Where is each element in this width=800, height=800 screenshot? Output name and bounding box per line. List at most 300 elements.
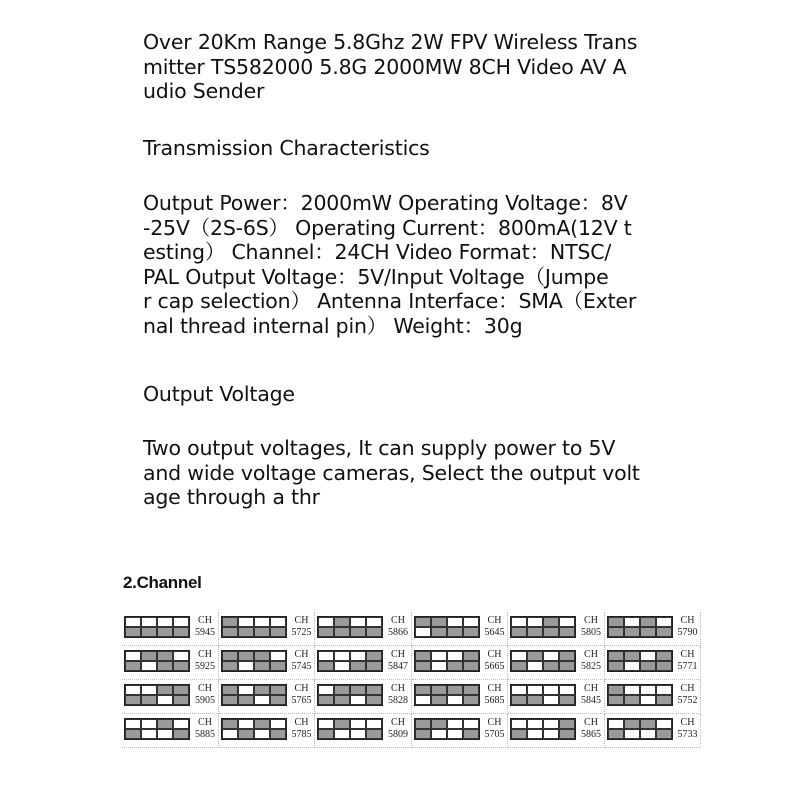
- frequency-value: 5845: [581, 695, 601, 706]
- dip-switch-pattern: [414, 650, 480, 672]
- dip-switch-on: [656, 695, 672, 705]
- ch-text: CH: [391, 649, 405, 660]
- dip-switch-on: [334, 617, 350, 627]
- dip-switch-on: [608, 617, 624, 627]
- dip-switch-on: [640, 661, 656, 671]
- channel-cell: [508, 680, 605, 714]
- dip-switch-on: [431, 627, 447, 637]
- dip-switch-off: [157, 695, 173, 705]
- dip-switch-on: [125, 627, 141, 637]
- frequency-value: 5885: [195, 729, 215, 740]
- frequency-value: 5705: [484, 729, 505, 740]
- dip-switch-on: [366, 627, 382, 637]
- dip-switch-pattern: [317, 650, 383, 672]
- dip-switch-pattern: [607, 616, 673, 638]
- title-line: mitter TS582000 5.8G 2000MW 8CH Video AV A: [143, 54, 627, 79]
- dip-switch-off: [431, 661, 447, 671]
- dip-switch-off: [447, 695, 463, 705]
- dip-switch-off: [157, 729, 173, 739]
- transmission-heading-text: Transmission Characteristics: [143, 136, 430, 160]
- dip-switch-off: [656, 719, 672, 729]
- frequency-value: 5745: [291, 661, 312, 672]
- dip-switch-off: [511, 719, 527, 729]
- channel-cell: [122, 646, 219, 680]
- dip-switch-on: [543, 627, 559, 637]
- dip-switch-on: [350, 661, 366, 671]
- dip-switch-off: [141, 729, 157, 739]
- channel-cell: [219, 680, 316, 714]
- dip-switch-off: [238, 719, 254, 729]
- dip-switch-on: [559, 729, 575, 739]
- dip-switch-on: [624, 651, 640, 661]
- dip-switch-off: [125, 719, 141, 729]
- ch-text: CH: [391, 683, 405, 694]
- dip-switch-pattern: [510, 650, 576, 672]
- dip-switch-on: [222, 695, 238, 705]
- frequency-value: 5828: [388, 695, 408, 706]
- dip-switch-on: [254, 651, 270, 661]
- frequency-value: 5752: [677, 695, 698, 706]
- dip-switch-off: [431, 729, 447, 739]
- dip-switch-off: [463, 719, 479, 729]
- dip-switch-on: [608, 685, 624, 695]
- channel-frequency-label: [289, 683, 315, 707]
- dip-switch-on: [415, 617, 431, 627]
- dip-switch-on: [366, 661, 382, 671]
- dip-switch-pattern: [124, 684, 190, 706]
- dip-switch-off: [125, 651, 141, 661]
- frequency-value: 5725: [291, 627, 312, 638]
- ch-text: CH: [294, 683, 309, 694]
- dip-switch-off: [125, 685, 141, 695]
- dip-switch-off: [527, 661, 543, 671]
- dip-switch-on: [511, 661, 527, 671]
- dip-switch-on: [222, 651, 238, 661]
- ch-text: CH: [487, 649, 502, 660]
- dip-switch-on: [318, 661, 334, 671]
- dip-switch-on: [640, 617, 656, 627]
- frequency-value: 5645: [484, 627, 505, 638]
- dip-switch-off: [447, 729, 463, 739]
- dip-switch-on: [559, 661, 575, 671]
- dip-switch-on: [527, 695, 543, 705]
- dip-switch-off: [624, 617, 640, 627]
- dip-switch-on: [559, 651, 575, 661]
- channel-frequency-label: [289, 615, 315, 639]
- dip-switch-on: [238, 729, 254, 739]
- dip-switch-on: [222, 617, 238, 627]
- dip-switch-off: [527, 617, 543, 627]
- dip-switch-off: [157, 617, 173, 627]
- channel-frequency-label: [482, 615, 508, 639]
- dip-switch-on: [238, 627, 254, 637]
- channel-frequency-label: [578, 649, 604, 673]
- dip-switch-on: [222, 661, 238, 671]
- channel-frequency-label: [675, 683, 701, 707]
- dip-switch-off: [318, 651, 334, 661]
- dip-switch-on: [157, 627, 173, 637]
- dip-switch-on: [608, 661, 624, 671]
- frequency-value: 5765: [291, 695, 312, 706]
- frequency-value: 5805: [581, 627, 601, 638]
- dip-switch-on: [415, 651, 431, 661]
- channel-frequency-label: [192, 649, 218, 673]
- frequency-value: 5771: [677, 661, 698, 672]
- dip-switch-on: [270, 661, 286, 671]
- dip-switch-on: [511, 729, 527, 739]
- dip-switch-pattern: [124, 718, 190, 740]
- dip-switch-off: [543, 719, 559, 729]
- dip-switch-pattern: [221, 616, 287, 638]
- ch-text: CH: [294, 615, 309, 626]
- frequency-value: 5785: [291, 729, 312, 740]
- channel-cell: [412, 680, 509, 714]
- frequency-value: 5665: [484, 661, 505, 672]
- dip-switch-pattern: [221, 684, 287, 706]
- ch-text: CH: [680, 615, 695, 626]
- channel-cell: [315, 714, 412, 748]
- dip-switch-pattern: [221, 650, 287, 672]
- dip-switch-on: [318, 627, 334, 637]
- dip-switch-off: [238, 685, 254, 695]
- dip-switch-off: [173, 617, 189, 627]
- ch-text: CH: [680, 649, 695, 660]
- dip-switch-on: [415, 719, 431, 729]
- spec-line: nal thread internal pin） Weight：30g: [143, 313, 523, 338]
- dip-switch-on: [559, 627, 575, 637]
- channel-table: [122, 612, 704, 748]
- dip-switch-on: [608, 695, 624, 705]
- dip-switch-on: [463, 651, 479, 661]
- dip-switch-off: [350, 719, 366, 729]
- dip-switch-pattern: [607, 718, 673, 740]
- dip-switch-on: [431, 719, 447, 729]
- dip-switch-on: [511, 627, 527, 637]
- dip-switch-on: [463, 661, 479, 671]
- dip-switch-on: [656, 651, 672, 661]
- dip-switch-on: [415, 729, 431, 739]
- ch-text: CH: [487, 717, 502, 728]
- dip-switch-on: [366, 695, 382, 705]
- frequency-value: 5733: [677, 729, 698, 740]
- dip-switch-off: [141, 685, 157, 695]
- dip-switch-on: [447, 661, 463, 671]
- channel-frequency-label: [385, 717, 411, 741]
- dip-switch-on: [624, 627, 640, 637]
- dip-switch-off: [125, 617, 141, 627]
- ch-text: CH: [584, 615, 598, 626]
- dip-switch-on: [173, 661, 189, 671]
- dip-switch-on: [157, 661, 173, 671]
- dip-switch-off: [334, 729, 350, 739]
- dip-switch-on: [238, 651, 254, 661]
- dip-switch-pattern: [124, 650, 190, 672]
- dip-switch-off: [624, 661, 640, 671]
- channel-cell: [508, 646, 605, 680]
- dip-switch-on: [640, 719, 656, 729]
- dip-switch-on: [222, 627, 238, 637]
- dip-switch-on: [173, 695, 189, 705]
- dip-switch-off: [608, 719, 624, 729]
- dip-switch-off: [656, 685, 672, 695]
- channel-frequency-label: [192, 683, 218, 707]
- transmission-heading: [143, 136, 663, 161]
- channel-frequency-label: [482, 649, 508, 673]
- dip-switch-on: [624, 719, 640, 729]
- dip-switch-pattern: [414, 616, 480, 638]
- dip-switch-on: [318, 729, 334, 739]
- dip-switch-off: [559, 685, 575, 695]
- dip-switch-off: [141, 661, 157, 671]
- output-voltage-line: Two output voltages, It can supply power to 5V: [143, 436, 616, 460]
- channel-cell: [605, 612, 702, 646]
- channel-frequency-label: [578, 717, 604, 741]
- ch-text: CH: [198, 683, 212, 694]
- channel-frequency-label: [578, 615, 604, 639]
- ch-text: CH: [487, 683, 502, 694]
- dip-switch-off: [527, 719, 543, 729]
- dip-switch-off: [543, 651, 559, 661]
- channel-frequency-label: [385, 649, 411, 673]
- dip-switch-on: [463, 685, 479, 695]
- channel-frequency-label: [482, 717, 508, 741]
- channel-cell: [508, 714, 605, 748]
- spec-line: esting） Channel：24CH Video Format：NTSC/: [143, 240, 612, 264]
- frequency-value: 5865: [581, 729, 601, 740]
- spec-line: r cap selection） Antenna Interface：SMA（Exter: [143, 289, 637, 313]
- dip-switch-off: [173, 719, 189, 729]
- dip-switch-off: [318, 685, 334, 695]
- dip-switch-pattern: [510, 718, 576, 740]
- dip-switch-on: [608, 729, 624, 739]
- dip-switch-off: [141, 617, 157, 627]
- dip-switch-on: [656, 661, 672, 671]
- channel-cell: [315, 612, 412, 646]
- output-voltage-heading-text: Output Voltage: [143, 382, 295, 406]
- dip-switch-off: [334, 661, 350, 671]
- dip-switch-off: [270, 617, 286, 627]
- dip-switch-on: [511, 695, 527, 705]
- channel-cell: [122, 612, 219, 646]
- dip-switch-off: [624, 685, 640, 695]
- dip-switch-on: [543, 617, 559, 627]
- dip-switch-off: [318, 719, 334, 729]
- dip-switch-on: [334, 627, 350, 637]
- dip-switch-pattern: [317, 616, 383, 638]
- dip-switch-on: [463, 695, 479, 705]
- frequency-value: 5790: [677, 627, 698, 638]
- output-voltage-line: age through a thr: [143, 485, 320, 509]
- channel-frequency-label: [289, 649, 315, 673]
- spec-line: Output Power：2000mW Operating Voltage：8V: [143, 191, 628, 215]
- dip-switch-off: [543, 695, 559, 705]
- dip-switch-on: [254, 685, 270, 695]
- dip-switch-on: [656, 627, 672, 637]
- dip-switch-on: [366, 729, 382, 739]
- dip-switch-pattern: [414, 684, 480, 706]
- channel-cell: [605, 714, 702, 748]
- dip-switch-on: [431, 617, 447, 627]
- dip-switch-off: [527, 729, 543, 739]
- dip-switch-on: [415, 685, 431, 695]
- dip-switch-on: [640, 627, 656, 637]
- dip-switch-off: [431, 651, 447, 661]
- ch-text: CH: [584, 683, 598, 694]
- dip-switch-on: [527, 651, 543, 661]
- dip-switch-on: [157, 651, 173, 661]
- dip-switch-off: [254, 729, 270, 739]
- dip-switch-off: [447, 719, 463, 729]
- dip-switch-pattern: [221, 718, 287, 740]
- dip-switch-off: [366, 719, 382, 729]
- dip-switch-off: [318, 617, 334, 627]
- ch-text: CH: [680, 683, 695, 694]
- dip-switch-on: [157, 719, 173, 729]
- channel-frequency-label: [385, 683, 411, 707]
- dip-switch-off: [640, 685, 656, 695]
- frequency-value: 5809: [388, 729, 408, 740]
- dip-switch-off: [222, 729, 238, 739]
- dip-switch-on: [624, 695, 640, 705]
- dip-switch-on: [334, 685, 350, 695]
- ch-text: CH: [198, 717, 212, 728]
- spec-line: PAL Output Voltage：5V/Input Voltage（Jumpe: [143, 264, 609, 289]
- dip-switch-on: [447, 627, 463, 637]
- dip-switch-off: [173, 651, 189, 661]
- dip-switch-on: [431, 695, 447, 705]
- dip-switch-on: [254, 719, 270, 729]
- dip-switch-off: [415, 627, 431, 637]
- dip-switch-off: [270, 719, 286, 729]
- title-line: udio Sender: [143, 79, 265, 103]
- dip-switch-on: [125, 729, 141, 739]
- frequency-value: 5825: [581, 661, 601, 672]
- dip-switch-off: [350, 729, 366, 739]
- dip-switch-off: [511, 651, 527, 661]
- channel-cell: [122, 714, 219, 748]
- dip-switch-on: [463, 729, 479, 739]
- dip-switch-off: [350, 651, 366, 661]
- ch-text: CH: [487, 615, 502, 626]
- ch-text: CH: [391, 615, 405, 626]
- dip-switch-off: [254, 695, 270, 705]
- dip-switch-on: [366, 685, 382, 695]
- dip-switch-pattern: [317, 684, 383, 706]
- title-line: Over 20Km Range 5.8Ghz 2W FPV Wireless Trans: [143, 30, 638, 54]
- dip-switch-off: [366, 617, 382, 627]
- frequency-value: 5685: [484, 695, 505, 706]
- channel-frequency-label: [675, 615, 701, 639]
- dip-switch-off: [238, 617, 254, 627]
- frequency-value: 5925: [195, 661, 215, 672]
- dip-switch-on: [222, 685, 238, 695]
- product-title: [143, 30, 663, 104]
- dip-switch-off: [463, 617, 479, 627]
- ch-text: CH: [294, 717, 309, 728]
- channel-cell: [412, 714, 509, 748]
- dip-switch-pattern: [607, 684, 673, 706]
- channel-frequency-label: [675, 649, 701, 673]
- output-voltage-heading: [143, 382, 663, 407]
- dip-switch-on: [447, 685, 463, 695]
- channel-frequency-label: [578, 683, 604, 707]
- frequency-value: 5945: [195, 627, 215, 638]
- dip-switch-off: [511, 685, 527, 695]
- channel-frequency-label: [385, 615, 411, 639]
- dip-switch-off: [447, 617, 463, 627]
- dip-switch-on: [608, 627, 624, 637]
- dip-switch-on: [141, 695, 157, 705]
- dip-switch-off: [656, 617, 672, 627]
- channel-cell: [219, 714, 316, 748]
- dip-switch-off: [238, 661, 254, 671]
- channel-cell: [315, 680, 412, 714]
- ch-text: CH: [584, 717, 598, 728]
- frequency-value: 5847: [388, 661, 408, 672]
- channel-cell: [605, 680, 702, 714]
- dip-switch-on: [254, 627, 270, 637]
- dip-switch-on: [559, 719, 575, 729]
- dip-switch-on: [366, 651, 382, 661]
- channel-cell: [219, 646, 316, 680]
- dip-switch-pattern: [510, 684, 576, 706]
- frequency-value: 5866: [388, 627, 408, 638]
- dip-switch-on: [125, 695, 141, 705]
- channel-cell: [412, 646, 509, 680]
- dip-switch-on: [141, 627, 157, 637]
- ch-text: CH: [680, 717, 695, 728]
- dip-switch-off: [527, 685, 543, 695]
- dip-switch-off: [640, 729, 656, 739]
- dip-switch-pattern: [317, 718, 383, 740]
- dip-switch-on: [559, 695, 575, 705]
- dip-switch-off: [640, 651, 656, 661]
- dip-switch-on: [238, 695, 254, 705]
- dip-switch-off: [141, 719, 157, 729]
- channel-cell: [412, 612, 509, 646]
- dip-switch-off: [447, 651, 463, 661]
- channel-frequency-label: [289, 717, 315, 741]
- dip-switch-on: [173, 627, 189, 637]
- channel-frequency-label: [482, 683, 508, 707]
- dip-switch-off: [415, 695, 431, 705]
- dip-switch-on: [270, 695, 286, 705]
- dip-switch-on: [318, 695, 334, 705]
- dip-switch-on: [463, 627, 479, 637]
- ch-text: CH: [198, 615, 212, 626]
- dip-switch-on: [173, 685, 189, 695]
- dip-switch-pattern: [414, 718, 480, 740]
- ch-text: CH: [198, 649, 212, 660]
- spec-paragraph: [143, 191, 663, 338]
- dip-switch-on: [334, 695, 350, 705]
- ch-text: CH: [584, 649, 598, 660]
- dip-switch-off: [543, 685, 559, 695]
- dip-switch-off: [511, 617, 527, 627]
- channel-cell: [508, 612, 605, 646]
- dip-switch-on: [254, 661, 270, 671]
- dip-switch-on: [431, 685, 447, 695]
- dip-switch-on: [527, 627, 543, 637]
- dip-switch-on: [270, 729, 286, 739]
- dip-switch-on: [270, 627, 286, 637]
- dip-switch-on: [270, 685, 286, 695]
- channel-frequency-label: [192, 615, 218, 639]
- dip-switch-on: [157, 685, 173, 695]
- dip-switch-off: [350, 617, 366, 627]
- dip-switch-pattern: [510, 616, 576, 638]
- channel-frequency-label: [675, 717, 701, 741]
